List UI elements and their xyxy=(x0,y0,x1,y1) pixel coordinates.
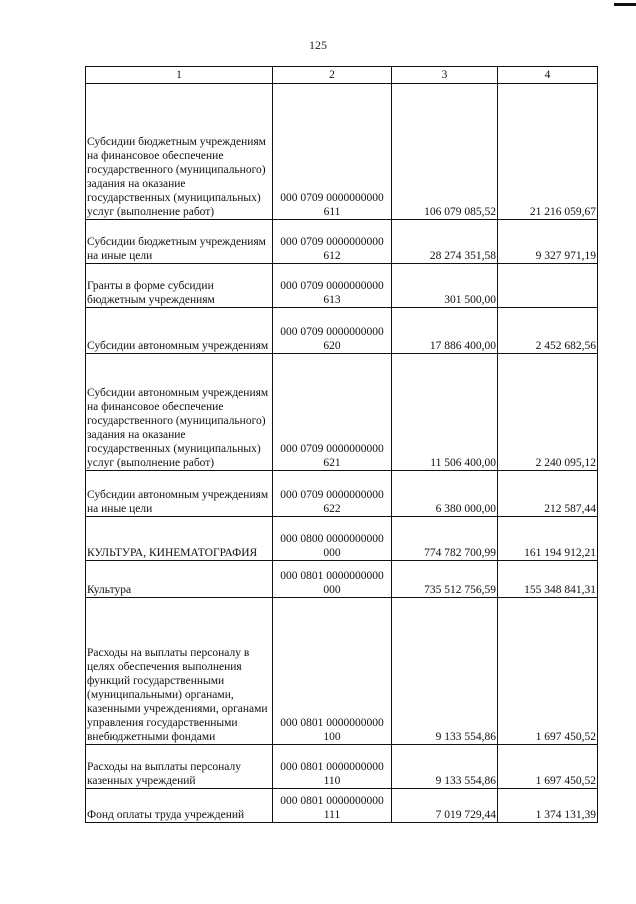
row-description: Субсидии бюджетным учреждениям на финансовое обеспечение государственного (муниципального) задания на оказание государственных (муниципальных) услуг (выполнение работ) xyxy=(86,84,273,220)
row-description: Культура xyxy=(86,561,273,598)
row-amount-1: 6 380 000,00 xyxy=(392,471,498,517)
row-code xyxy=(273,745,392,789)
table-header-row xyxy=(86,67,598,84)
row-amount-1: 9 133 554,86 xyxy=(392,598,498,745)
code-line-2: 612 xyxy=(323,250,341,262)
row-description: Субсидии бюджетным учреждениям на иные цели xyxy=(86,220,273,264)
code-line-2: 000 xyxy=(323,547,341,559)
table-row xyxy=(86,561,598,598)
row-description: Расходы на выплаты персоналу казенных учреждений xyxy=(86,745,273,789)
row-code xyxy=(273,517,392,561)
table-row xyxy=(86,471,598,517)
code-line-1: 000 0709 0000000000 xyxy=(280,326,384,338)
code-line-2: 611 xyxy=(323,206,341,218)
row-amount-2 xyxy=(498,264,598,308)
header-cell-1: 1 xyxy=(86,67,273,84)
row-amount-2: 1 697 450,52 xyxy=(498,745,598,789)
row-amount-2: 161 194 912,21 xyxy=(498,517,598,561)
row-amount-1: 17 886 400,00 xyxy=(392,308,498,354)
table-row xyxy=(86,308,598,354)
row-amount-2: 1 374 131,39 xyxy=(498,789,598,823)
row-description: КУЛЬТУРА, КИНЕМАТОГРАФИЯ xyxy=(86,517,273,561)
row-description: Гранты в форме субсидии бюджетным учреждениям xyxy=(86,264,273,308)
code-line-2: 622 xyxy=(323,503,341,515)
page-number: 125 xyxy=(309,38,327,52)
row-description: Расходы на выплаты персоналу в целях обеспечения выполнения функций государственными (муниципальными) органами, казенными учреждениями, органами управления государственными внебюджетными фондами xyxy=(86,598,273,745)
table-row xyxy=(86,84,598,220)
table-row xyxy=(86,598,598,745)
row-code xyxy=(273,84,392,220)
row-amount-2: 1 697 450,52 xyxy=(498,598,598,745)
row-amount-1: 106 079 085,52 xyxy=(392,84,498,220)
code-line-1: 000 0801 0000000000 xyxy=(280,761,384,773)
row-code xyxy=(273,598,392,745)
code-line-1: 000 0801 0000000000 xyxy=(280,795,384,807)
table-row xyxy=(86,745,598,789)
table-row xyxy=(86,220,598,264)
table-row xyxy=(86,354,598,471)
row-amount-2: 2 452 682,56 xyxy=(498,308,598,354)
code-line-1: 000 0709 0000000000 xyxy=(280,236,384,248)
row-amount-1: 28 274 351,58 xyxy=(392,220,498,264)
row-description: Субсидии автономным учреждениям на иные цели xyxy=(86,471,273,517)
row-code xyxy=(273,308,392,354)
row-amount-1: 9 133 554,86 xyxy=(392,745,498,789)
code-line-2: 100 xyxy=(323,731,341,743)
header-cell-2: 2 xyxy=(273,67,392,84)
table-row xyxy=(86,789,598,823)
code-line-1: 000 0801 0000000000 xyxy=(280,717,384,729)
code-line-2: 613 xyxy=(323,294,341,306)
row-amount-1: 7 019 729,44 xyxy=(392,789,498,823)
row-amount-1: 735 512 756,59 xyxy=(392,561,498,598)
row-description: Фонд оплаты труда учреждений xyxy=(86,789,273,823)
code-line-2: 111 xyxy=(323,809,341,821)
budget-table xyxy=(85,66,598,823)
code-line-2: 110 xyxy=(323,775,341,787)
row-description: Субсидии автономным учреждениям на финансовое обеспечение государственного (муниципального) задания на оказание государственных (муниципальных) услуг (выполнение работ) xyxy=(86,354,273,471)
header-cell-4: 4 xyxy=(498,67,598,84)
code-line-2: 000 xyxy=(323,584,341,596)
code-line-2: 621 xyxy=(323,457,341,469)
row-amount-1: 301 500,00 xyxy=(392,264,498,308)
row-code xyxy=(273,471,392,517)
table-row xyxy=(86,517,598,561)
row-amount-2: 21 216 059,67 xyxy=(498,84,598,220)
code-line-1: 000 0709 0000000000 xyxy=(280,280,384,292)
code-line-1: 000 0709 0000000000 xyxy=(280,489,384,501)
row-amount-1: 11 506 400,00 xyxy=(392,354,498,471)
row-amount-2: 155 348 841,31 xyxy=(498,561,598,598)
row-amount-2: 9 327 971,19 xyxy=(498,220,598,264)
row-code xyxy=(273,220,392,264)
row-amount-1: 774 782 700,99 xyxy=(392,517,498,561)
row-code xyxy=(273,561,392,598)
row-code xyxy=(273,789,392,823)
row-amount-2: 212 587,44 xyxy=(498,471,598,517)
code-line-1: 000 0709 0000000000 xyxy=(280,192,384,204)
row-amount-2: 2 240 095,12 xyxy=(498,354,598,471)
row-code xyxy=(273,264,392,308)
row-description: Субсидии автономным учреждениям xyxy=(86,308,273,354)
code-line-1: 000 0801 0000000000 xyxy=(280,570,384,582)
header-cell-3: 3 xyxy=(392,67,498,84)
table-row xyxy=(86,264,598,308)
row-code xyxy=(273,354,392,471)
code-line-2: 620 xyxy=(323,340,341,352)
corner-scan-mark xyxy=(614,3,636,6)
code-line-1: 000 0709 0000000000 xyxy=(280,443,384,455)
code-line-1: 000 0800 0000000000 xyxy=(280,533,384,545)
